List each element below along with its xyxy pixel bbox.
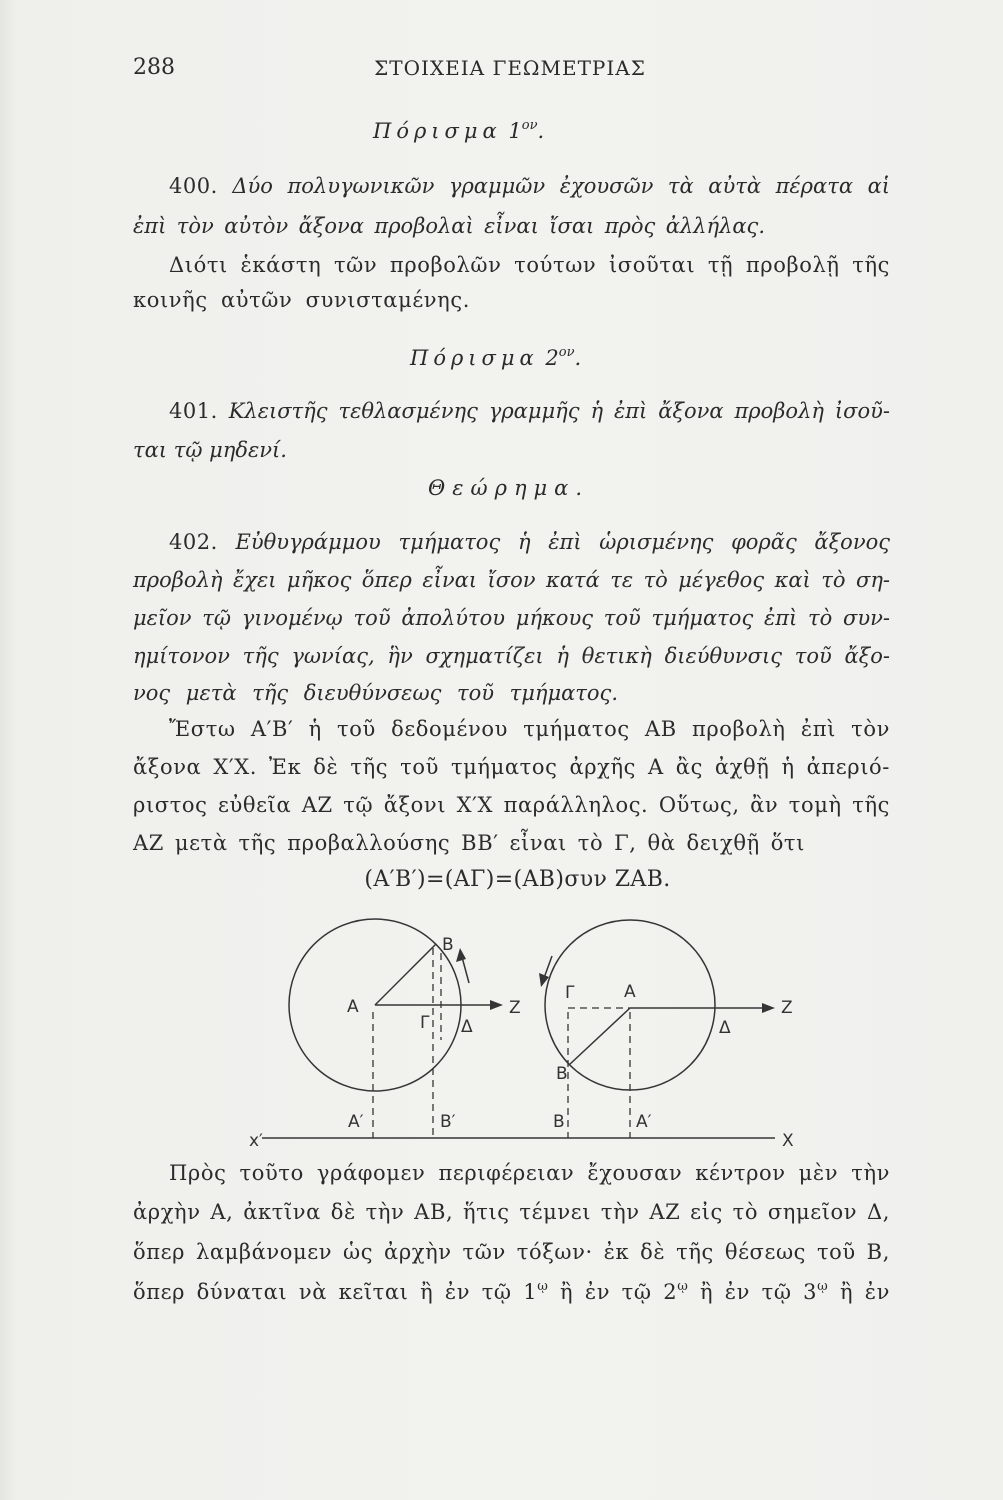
prop-400-line-1 [169, 171, 890, 201]
left-label-b-projection: Β′ [440, 1112, 456, 1132]
right-label-a: Α [624, 982, 636, 1002]
prop-401-number: 401. [169, 399, 218, 423]
corollary-2-number: 2 [545, 346, 559, 370]
corollary-2-title: Πόρισμα [410, 346, 539, 370]
left-label-z: Ζ [509, 998, 521, 1018]
prop-401-text-1: Κλειστῆς τεθλασμένης γραμμῆς ἡ ἐπὶ ἄξονα προβολὴ ἰσοῦ- [228, 399, 890, 423]
right-segment-ab [569, 1008, 630, 1065]
continuation-line-3 [133, 1237, 890, 1267]
continuation-ordinal-3: ῳ [817, 1279, 829, 1294]
right-label-gamma: Γ [565, 983, 575, 1003]
corollary-1-period: . [537, 119, 545, 143]
proof-402-text-3: ριστος εὐθεῖα ΑΖ τῷ ἄξονι Χ′Χ παράλληλος. Οὕτως, ἂν τομὴ τῆς [133, 793, 890, 817]
prop-402-text-5: νος μετὰ τῆς διευθύνσεως τοῦ τμήματος. [133, 681, 618, 705]
continuation-text-1: Πρὸς τοῦτο γράφομεν περιφέρειαν ἔχουσαν κέντρον μὲν τὴν [169, 1161, 890, 1185]
proof-402-line-4 [133, 828, 805, 858]
theorem-heading: Θεώρημα. [428, 476, 590, 500]
continuation-last-d: ἢ ἐν [839, 1280, 890, 1304]
corollary-2-period: . [574, 346, 582, 370]
left-label-gamma: Γ [420, 1013, 430, 1033]
right-label-b-projection: Β [553, 1112, 565, 1132]
projection-formula: (Α′Β′)=(ΑΓ)=(ΑΒ)συν ΖΑΒ. [364, 867, 671, 892]
proof-402-line-2 [133, 752, 890, 782]
continuation-last-c: ἢ ἐν τῷ 3 [700, 1280, 818, 1304]
continuation-last-b: ἢ ἐν τῷ 2 [560, 1280, 678, 1304]
right-arrowhead-z [762, 1003, 775, 1013]
corollary-1-ordinal: ον [521, 118, 538, 133]
left-label-a: Α [347, 997, 359, 1017]
prop-402-line-5 [133, 678, 618, 708]
continuation-ordinal-2: ῳ [677, 1279, 689, 1294]
corollary-2-ordinal: ον [558, 345, 575, 360]
left-segment-ab [375, 944, 436, 1005]
prop-402-line-1 [169, 527, 890, 557]
continuation-line-4 [133, 1277, 890, 1307]
proof-400-line-2 [133, 285, 470, 315]
left-label-a-projection: Α′ [348, 1112, 364, 1132]
right-label-a-projection: Α′ [636, 1112, 652, 1132]
proof-400-text-1: Διότι ἑκάστη τῶν προβολῶν τούτων ἰσοῦται τῇ προβολῇ τῆς [169, 253, 890, 277]
left-arrowhead-z [490, 1000, 503, 1010]
prop-402-text-4: ημίτονον τῆς γωνίας, ἣν σχηματίζει ἡ θετικὴ διεύθυνσις τοῦ ἄξο- [133, 644, 890, 668]
corollary-1-heading [373, 116, 544, 146]
continuation-last-a: ὅπερ δύναται νὰ κεῖται ἢ ἐν τῷ 1 [133, 1280, 538, 1304]
right-label-delta: Δ [719, 1018, 731, 1038]
prop-402-text-1: Εὐθυγράμμου τμήματος ἡ ἐπὶ ὡρισμένης φορᾶς ἄξονος [235, 530, 890, 554]
projection-figure [230, 905, 810, 1155]
proof-402-text-4: ΑΖ μετὰ τῆς προβαλλούσης ΒΒ′ εἶναι τὸ Γ, θὰ δειχθῇ ὅτι [133, 831, 805, 855]
prop-400-number: 400. [169, 174, 218, 198]
prop-400-line-2 [133, 211, 765, 241]
prop-402-line-3 [133, 603, 890, 633]
prop-402-number: 402. [169, 530, 218, 554]
prop-402-line-2 [133, 565, 890, 595]
proof-402-line-1 [169, 714, 890, 744]
prop-402-text-3: μεῖον τῷ γινομένῳ τοῦ ἀπολύτου μήκους τοῦ τμήματος ἐπὶ τὸ συν- [133, 606, 890, 630]
axis-label-end: X [782, 1131, 794, 1151]
right-label-b: Β [556, 1064, 568, 1084]
continuation-ordinal-1: ῳ [537, 1279, 549, 1294]
left-rotation-arrow [462, 957, 469, 983]
prop-402-line-4 [133, 641, 890, 671]
left-label-b: Β [442, 935, 454, 955]
left-rotation-arrowhead [456, 948, 466, 962]
proof-402-text-2: ἄξονα Χ′Χ. Ἐκ δὲ τῆς τοῦ τμήματος ἀρχῆς Α ἂς ἀχθῇ ἡ ἀπεριό- [133, 755, 890, 779]
continuation-line-2 [133, 1197, 890, 1227]
left-label-delta: Δ [461, 1017, 473, 1037]
proof-400-line-1 [169, 250, 890, 280]
prop-401-line-1 [169, 396, 890, 426]
right-label-z: Ζ [781, 998, 793, 1018]
continuation-text-3: ὅπερ λαμβάνομεν ὡς ἀρχὴν τῶν τόξων· ἐκ δὲ τῆς θέσεως τοῦ Β, [133, 1240, 890, 1264]
continuation-text-2: ἀρχὴν Α, ἀκτῖνα δὲ τὴν ΑΒ, ἥτις τέμνει τὴν ΑΖ εἰς τὸ σημεῖον Δ, [133, 1200, 890, 1224]
proof-402-line-3 [133, 790, 890, 820]
corollary-1-number: 1 [508, 119, 522, 143]
corollary-2-heading [410, 343, 581, 373]
axis-label-start: x′ [249, 1131, 263, 1151]
continuation-line-1 [169, 1158, 890, 1188]
prop-400-text-1: Δύο πολυγωνικῶν γραμμῶν ἐχουσῶν τὰ αὐτὰ πέρατα αἱ [232, 174, 890, 198]
running-title: ΣΤΟΙΧΕΙΑ ΓΕΩΜΕΤΡΙΑΣ [374, 56, 646, 80]
corollary-1-title: Πόρισμα [373, 119, 502, 143]
prop-400-text-2: ἐπὶ τὸν αὐτὸν ἄξονα προβολαὶ εἶναι ἴσαι πρὸς ἀλλήλας. [133, 214, 765, 238]
proof-400-text-2: κοινῆς αὐτῶν συνισταμένης. [133, 288, 470, 312]
page-number: 288 [133, 55, 175, 80]
prop-401-line-2: ται τῷ μηδενί. [133, 438, 287, 462]
proof-402-text-1: Ἔστω Α′Β′ ἡ τοῦ δεδομένου τμήματος ΑΒ προβολὴ ἐπὶ τὸν [169, 717, 890, 741]
prop-402-text-2: προβολὴ ἔχει μῆκος ὅπερ εἶναι ἴσον κατά τε τὸ μέγεθος καὶ τὸ ση- [133, 568, 890, 592]
